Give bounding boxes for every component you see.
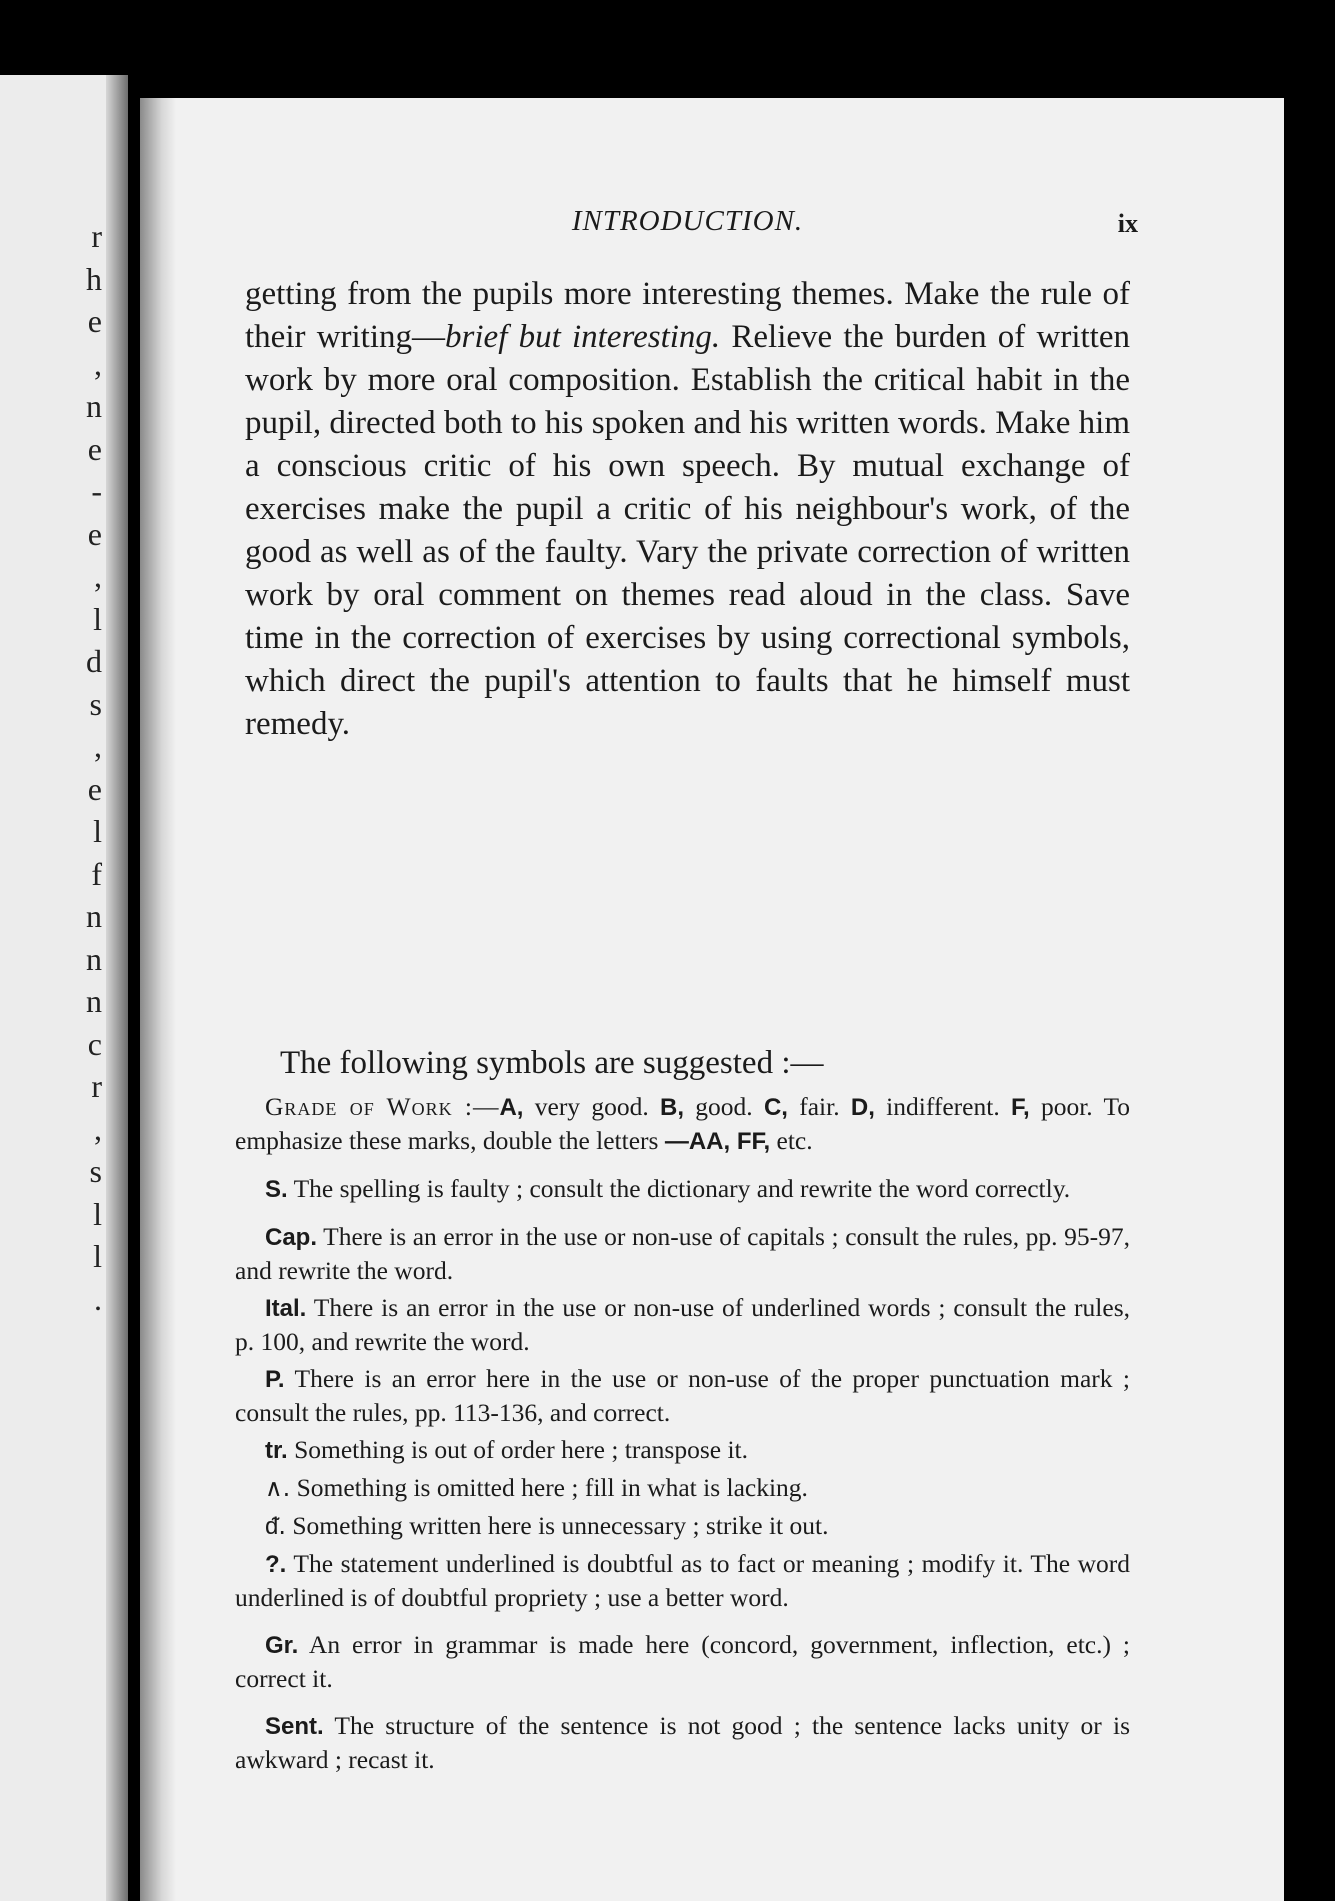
symbol-text: The structure of the sentence is not good ; the sentence lacks unity or is awkward ; recast it. bbox=[235, 1711, 1130, 1774]
grade-entry bbox=[235, 1090, 1130, 1158]
grade-text: fair. bbox=[787, 1092, 851, 1121]
paragraph-text: getting from the pupils more interesting themes. Make the rule of their writing— bbox=[245, 276, 1130, 355]
body-paragraph bbox=[245, 273, 1130, 746]
paragraph-italic: brief but interesting. bbox=[445, 319, 721, 355]
facing-page-glyph: d bbox=[86, 643, 102, 679]
page-number: ix bbox=[1117, 209, 1138, 238]
grade-text: indifferent. bbox=[874, 1092, 1011, 1121]
symbols-lead-in: The following symbols are suggested :— bbox=[280, 1045, 824, 1081]
grade-mark: F, bbox=[1011, 1094, 1030, 1121]
facing-page-glyph: f bbox=[91, 855, 102, 892]
facing-page-glyph: l bbox=[93, 600, 102, 637]
facing-page-glyph: s bbox=[89, 1153, 102, 1189]
grade-double-marks: —AA, FF, bbox=[664, 1128, 771, 1155]
page-gutter-shadow bbox=[140, 98, 176, 1901]
symbol-entry bbox=[235, 1471, 1130, 1505]
facing-page-glyph: l bbox=[93, 1238, 102, 1274]
facing-page-glyph: e bbox=[87, 515, 102, 552]
facing-page-glyph: e bbox=[87, 430, 102, 467]
facing-page-glyph: n bbox=[86, 898, 102, 934]
symbol-list bbox=[235, 1090, 1130, 1780]
facing-page-glyph: r bbox=[91, 1068, 102, 1104]
grade-text: very good. bbox=[523, 1092, 661, 1121]
facing-page-glyph: , bbox=[94, 345, 102, 382]
paragraph-text-continued: Relieve the burden of written work by more oral composition. Establish the critical habit in the pupil, directed both to his spoken and his written words. Make him a conscious critic of his own speech. By mutual exchange of exercises make the pupil a critic of his neighbour's work, of the good as well as of the faulty. Vary the private correction of written work by oral comment on themes read aloud in the class. Save time in the correction of exercises by using correctional symbols, which direct the pupil's attention to faults that he himself must remedy. bbox=[245, 319, 1130, 742]
symbol-text: Something is out of order here ; transpose it. bbox=[287, 1435, 749, 1464]
facing-page-glyph: c bbox=[87, 1025, 102, 1062]
symbol-mark: ?. bbox=[265, 1551, 287, 1578]
symbol-text: An error in grammar is made here (concord, government, inflection, etc.) ; correct it. bbox=[235, 1630, 1130, 1693]
symbol-text: Something written here is unnecessary ; strike it out. bbox=[285, 1511, 829, 1540]
symbol-mark: Gr. bbox=[265, 1632, 299, 1659]
facing-page-glyph: , bbox=[94, 558, 102, 594]
facing-page-glyph: n bbox=[86, 388, 102, 424]
delete-mark-icon: ᵭ. bbox=[265, 1512, 286, 1540]
symbol-text: Something is omitted here ; fill in what is lacking. bbox=[290, 1473, 808, 1502]
symbol-mark: S. bbox=[265, 1176, 288, 1203]
facing-page-glyph: l bbox=[93, 1195, 102, 1232]
grade-mark: B, bbox=[660, 1094, 685, 1121]
grade-mark: D, bbox=[850, 1094, 875, 1121]
symbol-text: There is an error in the use or non-use of underlined words ; consult the rules, p. 100, and rewrite the word. bbox=[235, 1293, 1130, 1356]
grade-text: good. bbox=[684, 1092, 764, 1121]
symbol-entry bbox=[235, 1709, 1130, 1776]
facing-page-glyph: l bbox=[93, 813, 102, 849]
symbol-mark: Sent. bbox=[265, 1713, 324, 1740]
facing-page-glyph: n bbox=[86, 983, 102, 1019]
symbol-mark: Ital. bbox=[265, 1295, 307, 1322]
caret-icon: ∧. bbox=[265, 1474, 291, 1502]
symbol-text: There is an error here in the use or non-use of the proper punctuation mark ; consult the rules, pp. 113-136, and correct. bbox=[235, 1364, 1130, 1427]
grade-mark: C, bbox=[763, 1094, 788, 1121]
symbol-entry bbox=[235, 1362, 1130, 1429]
facing-page-glyph: h bbox=[86, 260, 102, 297]
symbol-entry bbox=[235, 1172, 1130, 1206]
symbol-entry bbox=[235, 1291, 1130, 1358]
grade-label: Grade of Work :— bbox=[265, 1092, 500, 1121]
facing-page-glyph: n bbox=[86, 940, 102, 977]
facing-page-glyph: e bbox=[87, 770, 102, 807]
symbol-mark: tr. bbox=[265, 1437, 288, 1464]
symbol-mark: P. bbox=[265, 1366, 285, 1393]
grade-tail: etc. bbox=[770, 1126, 813, 1155]
facing-page-glyph: s bbox=[89, 685, 102, 722]
symbol-mark: Cap. bbox=[265, 1224, 318, 1251]
facing-page-edge bbox=[0, 75, 128, 1901]
facing-page-glyph: , bbox=[94, 728, 102, 764]
symbol-entry bbox=[235, 1509, 1130, 1543]
symbol-text: The spelling is faulty ; consult the dictionary and rewrite the word correctly. bbox=[287, 1174, 1071, 1203]
grade-text: poor. To emphasize these marks, double the letters bbox=[235, 1092, 1131, 1155]
facing-page-glyph: , bbox=[94, 1110, 102, 1147]
facing-page-glyph: - bbox=[91, 473, 102, 509]
facing-page-glyphs bbox=[62, 75, 102, 1901]
facing-page-shadow bbox=[106, 75, 128, 1901]
symbol-text: The statement underlined is doubtful as to fact or meaning ; modify it. The word underlined is of doubtful propriety ; use a better word. bbox=[235, 1549, 1130, 1612]
symbol-entry bbox=[235, 1628, 1130, 1695]
symbol-text: There is an error in the use or non-use of capitals ; consult the rules, pp. 95-97, and rewrite the word. bbox=[235, 1222, 1130, 1285]
symbol-entry bbox=[235, 1433, 1130, 1467]
facing-page-glyph: . bbox=[94, 1280, 102, 1317]
facing-page-glyph: r bbox=[91, 218, 102, 254]
grade-mark: A, bbox=[499, 1094, 524, 1121]
facing-page-glyph: e bbox=[87, 303, 102, 339]
symbol-entry bbox=[235, 1220, 1130, 1287]
running-title: INTRODUCTION. bbox=[571, 205, 804, 237]
symbol-entry bbox=[235, 1547, 1130, 1614]
running-head bbox=[245, 205, 1138, 245]
